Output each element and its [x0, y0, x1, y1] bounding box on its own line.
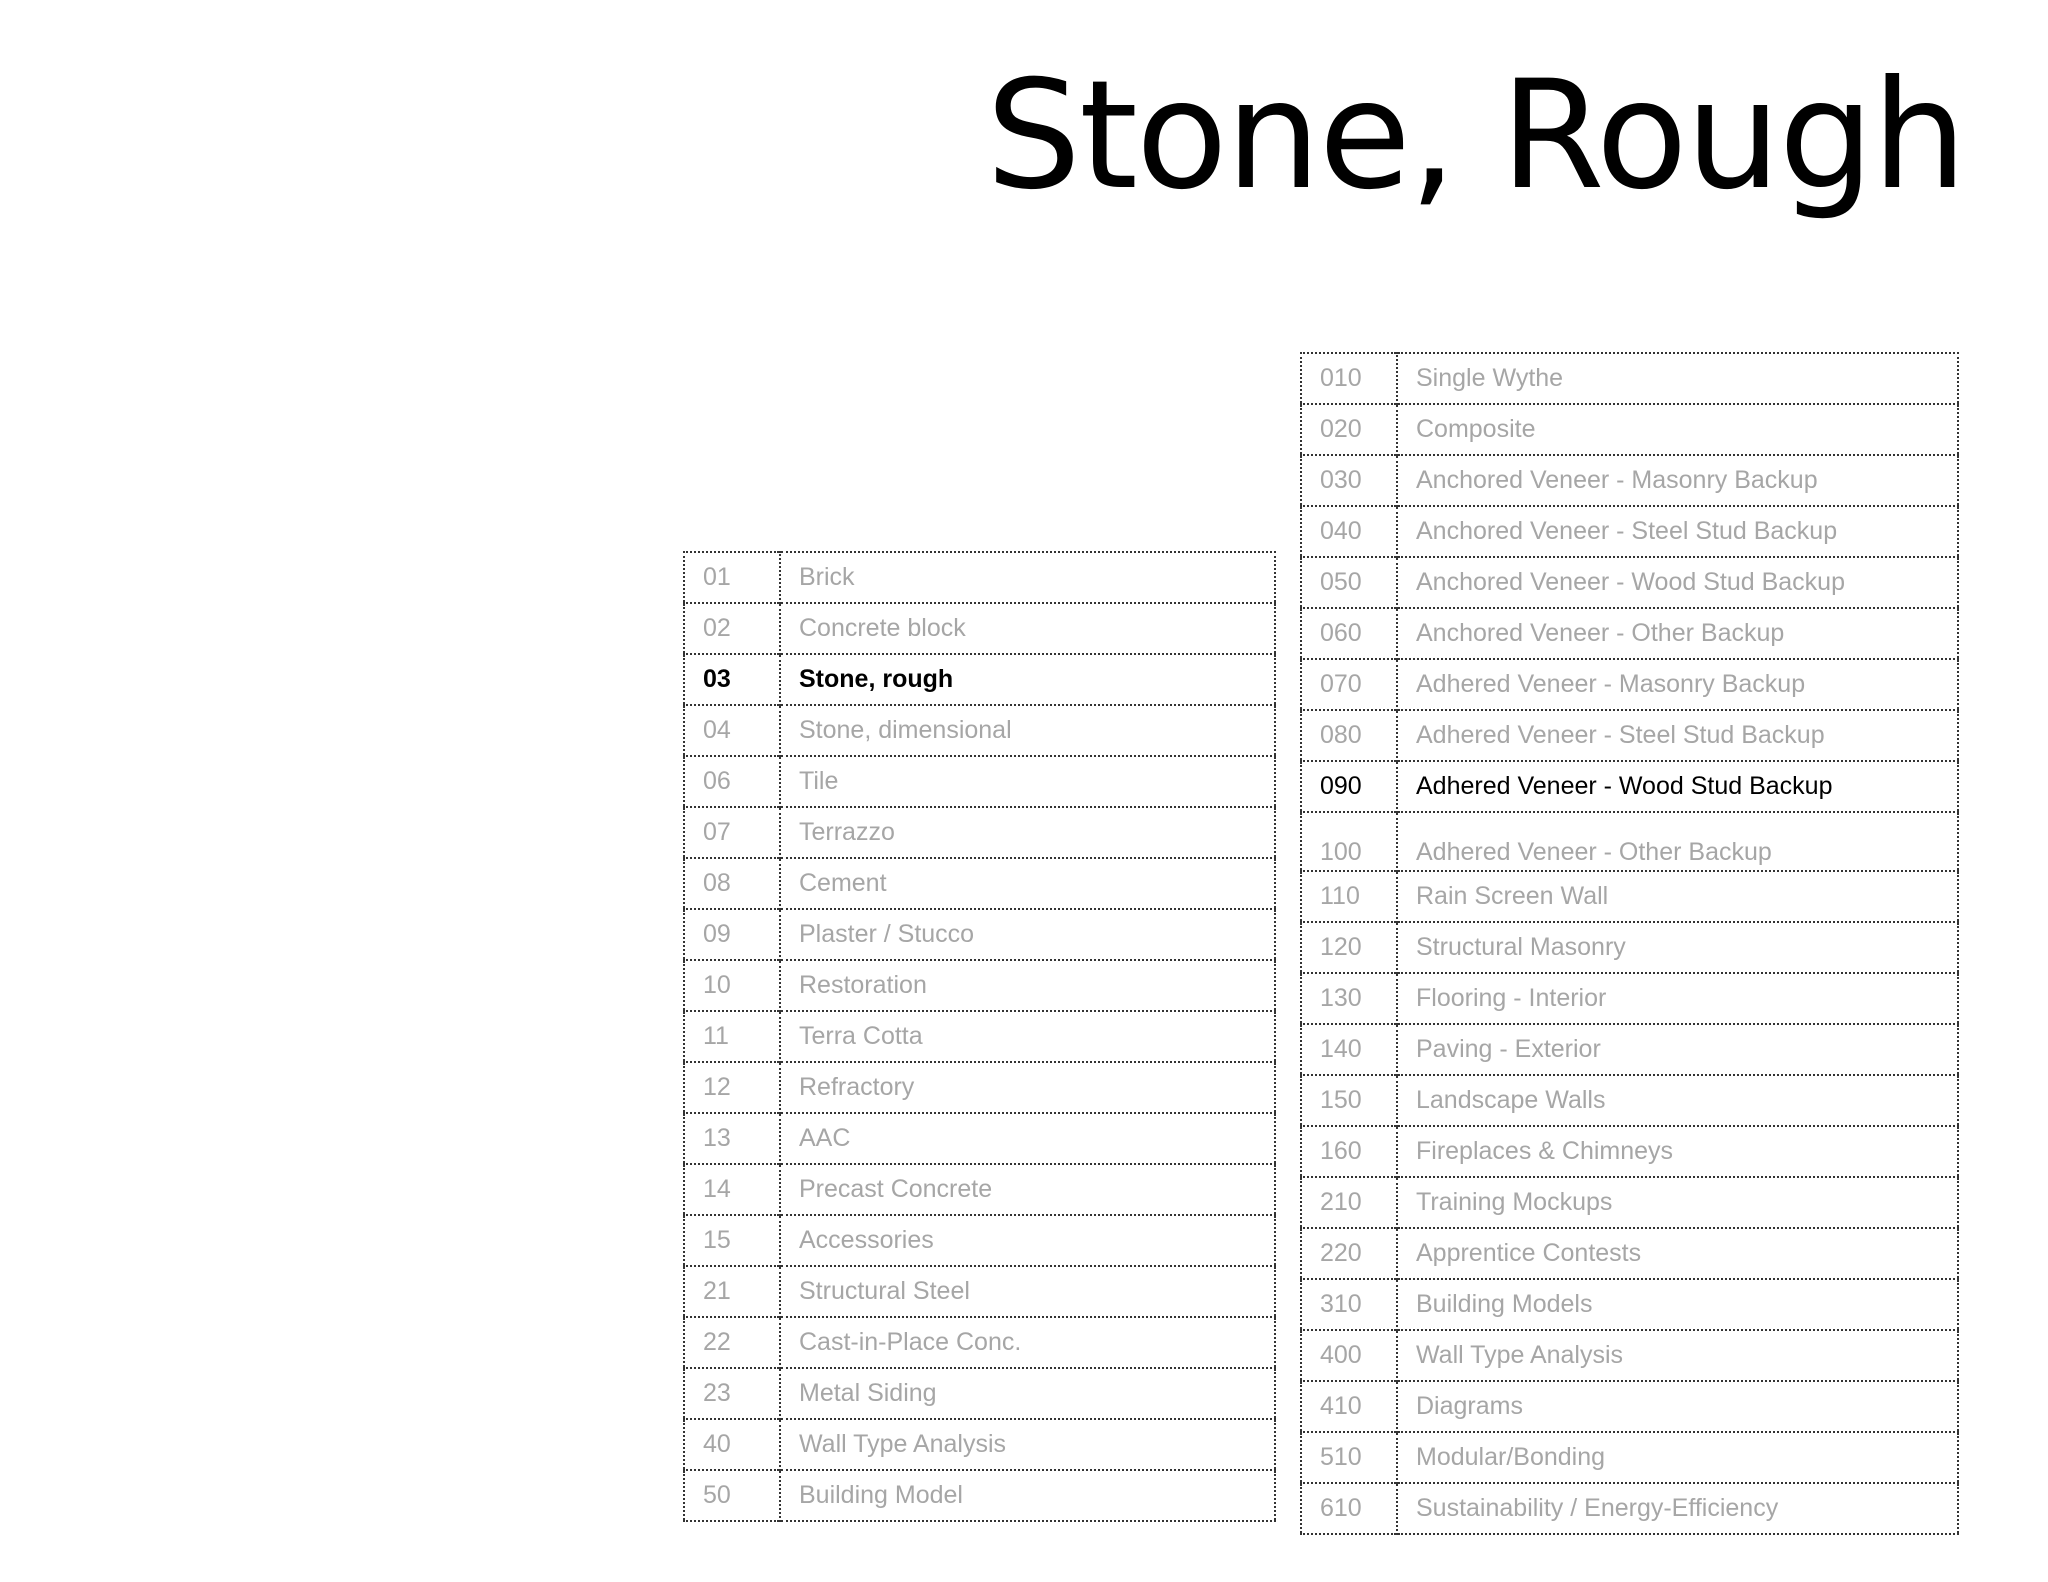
category-row[interactable]	[684, 603, 1275, 654]
subcategory-code: 150	[1301, 1075, 1397, 1126]
category-label: AAC	[799, 1124, 851, 1152]
subcategory-label: Adhered Veneer - Other Backup	[1416, 838, 1772, 866]
category-code: 14	[684, 1164, 780, 1215]
subcategory-row[interactable]	[1301, 404, 1958, 455]
subcategory-row[interactable]	[1301, 1381, 1958, 1432]
subcategory-row[interactable]	[1301, 922, 1958, 973]
category-row-selected[interactable]	[684, 654, 1275, 705]
category-row[interactable]	[684, 1164, 1275, 1215]
subcategory-row[interactable]	[1301, 506, 1958, 557]
category-row[interactable]	[684, 1113, 1275, 1164]
subcategory-label: Apprentice Contests	[1416, 1239, 1642, 1267]
subcategory-row[interactable]	[1301, 353, 1958, 404]
subcategory-label: Single Wythe	[1416, 364, 1564, 392]
subcategory-code: 310	[1301, 1279, 1397, 1330]
category-code: 23	[684, 1368, 780, 1419]
category-row[interactable]	[684, 705, 1275, 756]
subcategory-code: 050	[1301, 557, 1397, 608]
subcategory-label: Modular/Bonding	[1416, 1443, 1606, 1471]
category-code: 03	[684, 654, 780, 705]
subcategory-label: Paving - Exterior	[1416, 1035, 1601, 1063]
subcategory-code: 010	[1301, 353, 1397, 404]
category-label: Wall Type Analysis	[799, 1430, 1007, 1458]
subcategory-row[interactable]	[1301, 1483, 1958, 1534]
category-label: Precast Concrete	[799, 1175, 993, 1203]
subcategory-code: 160	[1301, 1126, 1397, 1177]
subcategory-code: 510	[1301, 1432, 1397, 1483]
subcategory-label: Adhered Veneer - Steel Stud Backup	[1416, 721, 1825, 749]
subcategory-label: Structural Masonry	[1416, 933, 1626, 961]
subcategory-row[interactable]	[1301, 710, 1958, 761]
category-row[interactable]	[684, 1368, 1275, 1419]
subcategory-label: Adhered Veneer - Masonry Backup	[1416, 670, 1806, 698]
category-label: Cast-in-Place Conc.	[799, 1328, 1022, 1356]
category-label: Metal Siding	[799, 1379, 937, 1407]
subcategory-row[interactable]	[1301, 1279, 1958, 1330]
subcategory-code: 220	[1301, 1228, 1397, 1279]
subcategory-code: 020	[1301, 404, 1397, 455]
category-label: Structural Steel	[799, 1277, 970, 1305]
category-label: Restoration	[799, 971, 927, 999]
subcategory-row[interactable]	[1301, 659, 1958, 710]
subcategory-row[interactable]	[1301, 608, 1958, 659]
subcategory-label: Composite	[1416, 415, 1536, 443]
subcategory-code: 060	[1301, 608, 1397, 659]
category-code: 50	[684, 1470, 780, 1521]
subcategory-row[interactable]	[1301, 455, 1958, 506]
category-list	[684, 552, 1275, 1521]
category-code: 21	[684, 1266, 780, 1317]
category-code: 40	[684, 1419, 780, 1470]
subcategory-code: 080	[1301, 710, 1397, 761]
category-row[interactable]	[684, 1470, 1275, 1521]
category-code: 02	[684, 603, 780, 654]
subcategory-code: 090	[1301, 761, 1397, 812]
category-code: 07	[684, 807, 780, 858]
category-code: 01	[684, 552, 780, 603]
subcategory-row[interactable]	[1301, 1024, 1958, 1075]
subcategory-label: Anchored Veneer - Masonry Backup	[1416, 466, 1818, 494]
subcategory-row-selected[interactable]	[1301, 761, 1958, 812]
subcategory-code: 410	[1301, 1381, 1397, 1432]
category-label: Building Model	[799, 1481, 963, 1509]
subcategory-label: Anchored Veneer - Steel Stud Backup	[1416, 517, 1838, 545]
subcategory-label: Flooring - Interior	[1416, 984, 1607, 1012]
subcategory-code: 120	[1301, 922, 1397, 973]
subcategory-code: 130	[1301, 973, 1397, 1024]
subcategory-label: Rain Screen Wall	[1416, 882, 1609, 910]
subcategory-label: Building Models	[1416, 1290, 1593, 1318]
category-label: Terra Cotta	[799, 1022, 923, 1050]
category-code: 11	[684, 1011, 780, 1062]
category-label: Plaster / Stucco	[799, 920, 975, 948]
subcategory-code: 210	[1301, 1177, 1397, 1228]
subcategory-code: 140	[1301, 1024, 1397, 1075]
category-label: Stone, dimensional	[799, 716, 1012, 744]
category-label: Refractory	[799, 1073, 915, 1101]
page-title: Stone, Rough	[985, 49, 1965, 223]
subcategory-row[interactable]	[1301, 1330, 1958, 1381]
subcategory-code: 030	[1301, 455, 1397, 506]
subcategory-label: Anchored Veneer - Wood Stud Backup	[1416, 568, 1845, 596]
subcategory-list	[1301, 353, 1958, 1534]
subcategory-row[interactable]	[1301, 871, 1958, 922]
category-row[interactable]	[684, 1215, 1275, 1266]
subcategory-label: Sustainability / Energy-Efficiency	[1416, 1494, 1779, 1522]
subcategory-row[interactable]	[1301, 1075, 1958, 1126]
category-code: 06	[684, 756, 780, 807]
category-row[interactable]	[684, 1266, 1275, 1317]
subcategory-table	[1300, 352, 1959, 1535]
category-row[interactable]	[684, 1317, 1275, 1368]
subcategory-label: Adhered Veneer - Wood Stud Backup	[1416, 772, 1833, 800]
subcategory-code: 100	[1301, 812, 1397, 871]
category-code: 09	[684, 909, 780, 960]
subcategory-label: Training Mockups	[1416, 1188, 1613, 1216]
category-row[interactable]	[684, 960, 1275, 1011]
category-code: 04	[684, 705, 780, 756]
subcategory-label: Anchored Veneer - Other Backup	[1416, 619, 1785, 647]
category-code: 10	[684, 960, 780, 1011]
subcategory-code: 110	[1301, 871, 1397, 922]
category-label: Brick	[799, 563, 855, 591]
subcategory-row[interactable]	[1301, 1177, 1958, 1228]
subcategory-row[interactable]	[1301, 1126, 1958, 1177]
subcategory-label: Landscape Walls	[1416, 1086, 1606, 1114]
subcategory-label: Wall Type Analysis	[1416, 1341, 1624, 1369]
subcategory-label: Diagrams	[1416, 1392, 1523, 1420]
subcategory-label: Fireplaces & Chimneys	[1416, 1137, 1674, 1165]
category-code: 08	[684, 858, 780, 909]
category-row[interactable]	[684, 552, 1275, 603]
category-code: 12	[684, 1062, 780, 1113]
subcategory-row[interactable]	[1301, 557, 1958, 608]
category-code: 22	[684, 1317, 780, 1368]
subcategory-row[interactable]	[1301, 1432, 1958, 1483]
subcategory-code: 040	[1301, 506, 1397, 557]
category-row[interactable]	[684, 1062, 1275, 1113]
category-label: Concrete block	[799, 614, 966, 642]
subcategory-code: 400	[1301, 1330, 1397, 1381]
subcategory-row[interactable]	[1301, 1228, 1958, 1279]
category-row[interactable]	[684, 909, 1275, 960]
subcategory-row[interactable]	[1301, 812, 1958, 871]
category-code: 13	[684, 1113, 780, 1164]
category-row[interactable]	[684, 1011, 1275, 1062]
category-row[interactable]	[684, 807, 1275, 858]
category-code: 15	[684, 1215, 780, 1266]
category-label: Accessories	[799, 1226, 934, 1254]
category-table	[683, 551, 1276, 1522]
category-label: Cement	[799, 869, 887, 897]
subcategory-code: 610	[1301, 1483, 1397, 1534]
subcategory-code: 070	[1301, 659, 1397, 710]
category-label: Tile	[799, 767, 839, 795]
category-row[interactable]	[684, 1419, 1275, 1470]
category-label: Terrazzo	[799, 818, 895, 846]
subcategory-row[interactable]	[1301, 973, 1958, 1024]
category-row[interactable]	[684, 756, 1275, 807]
category-label: Stone, rough	[799, 665, 954, 693]
category-row[interactable]	[684, 858, 1275, 909]
